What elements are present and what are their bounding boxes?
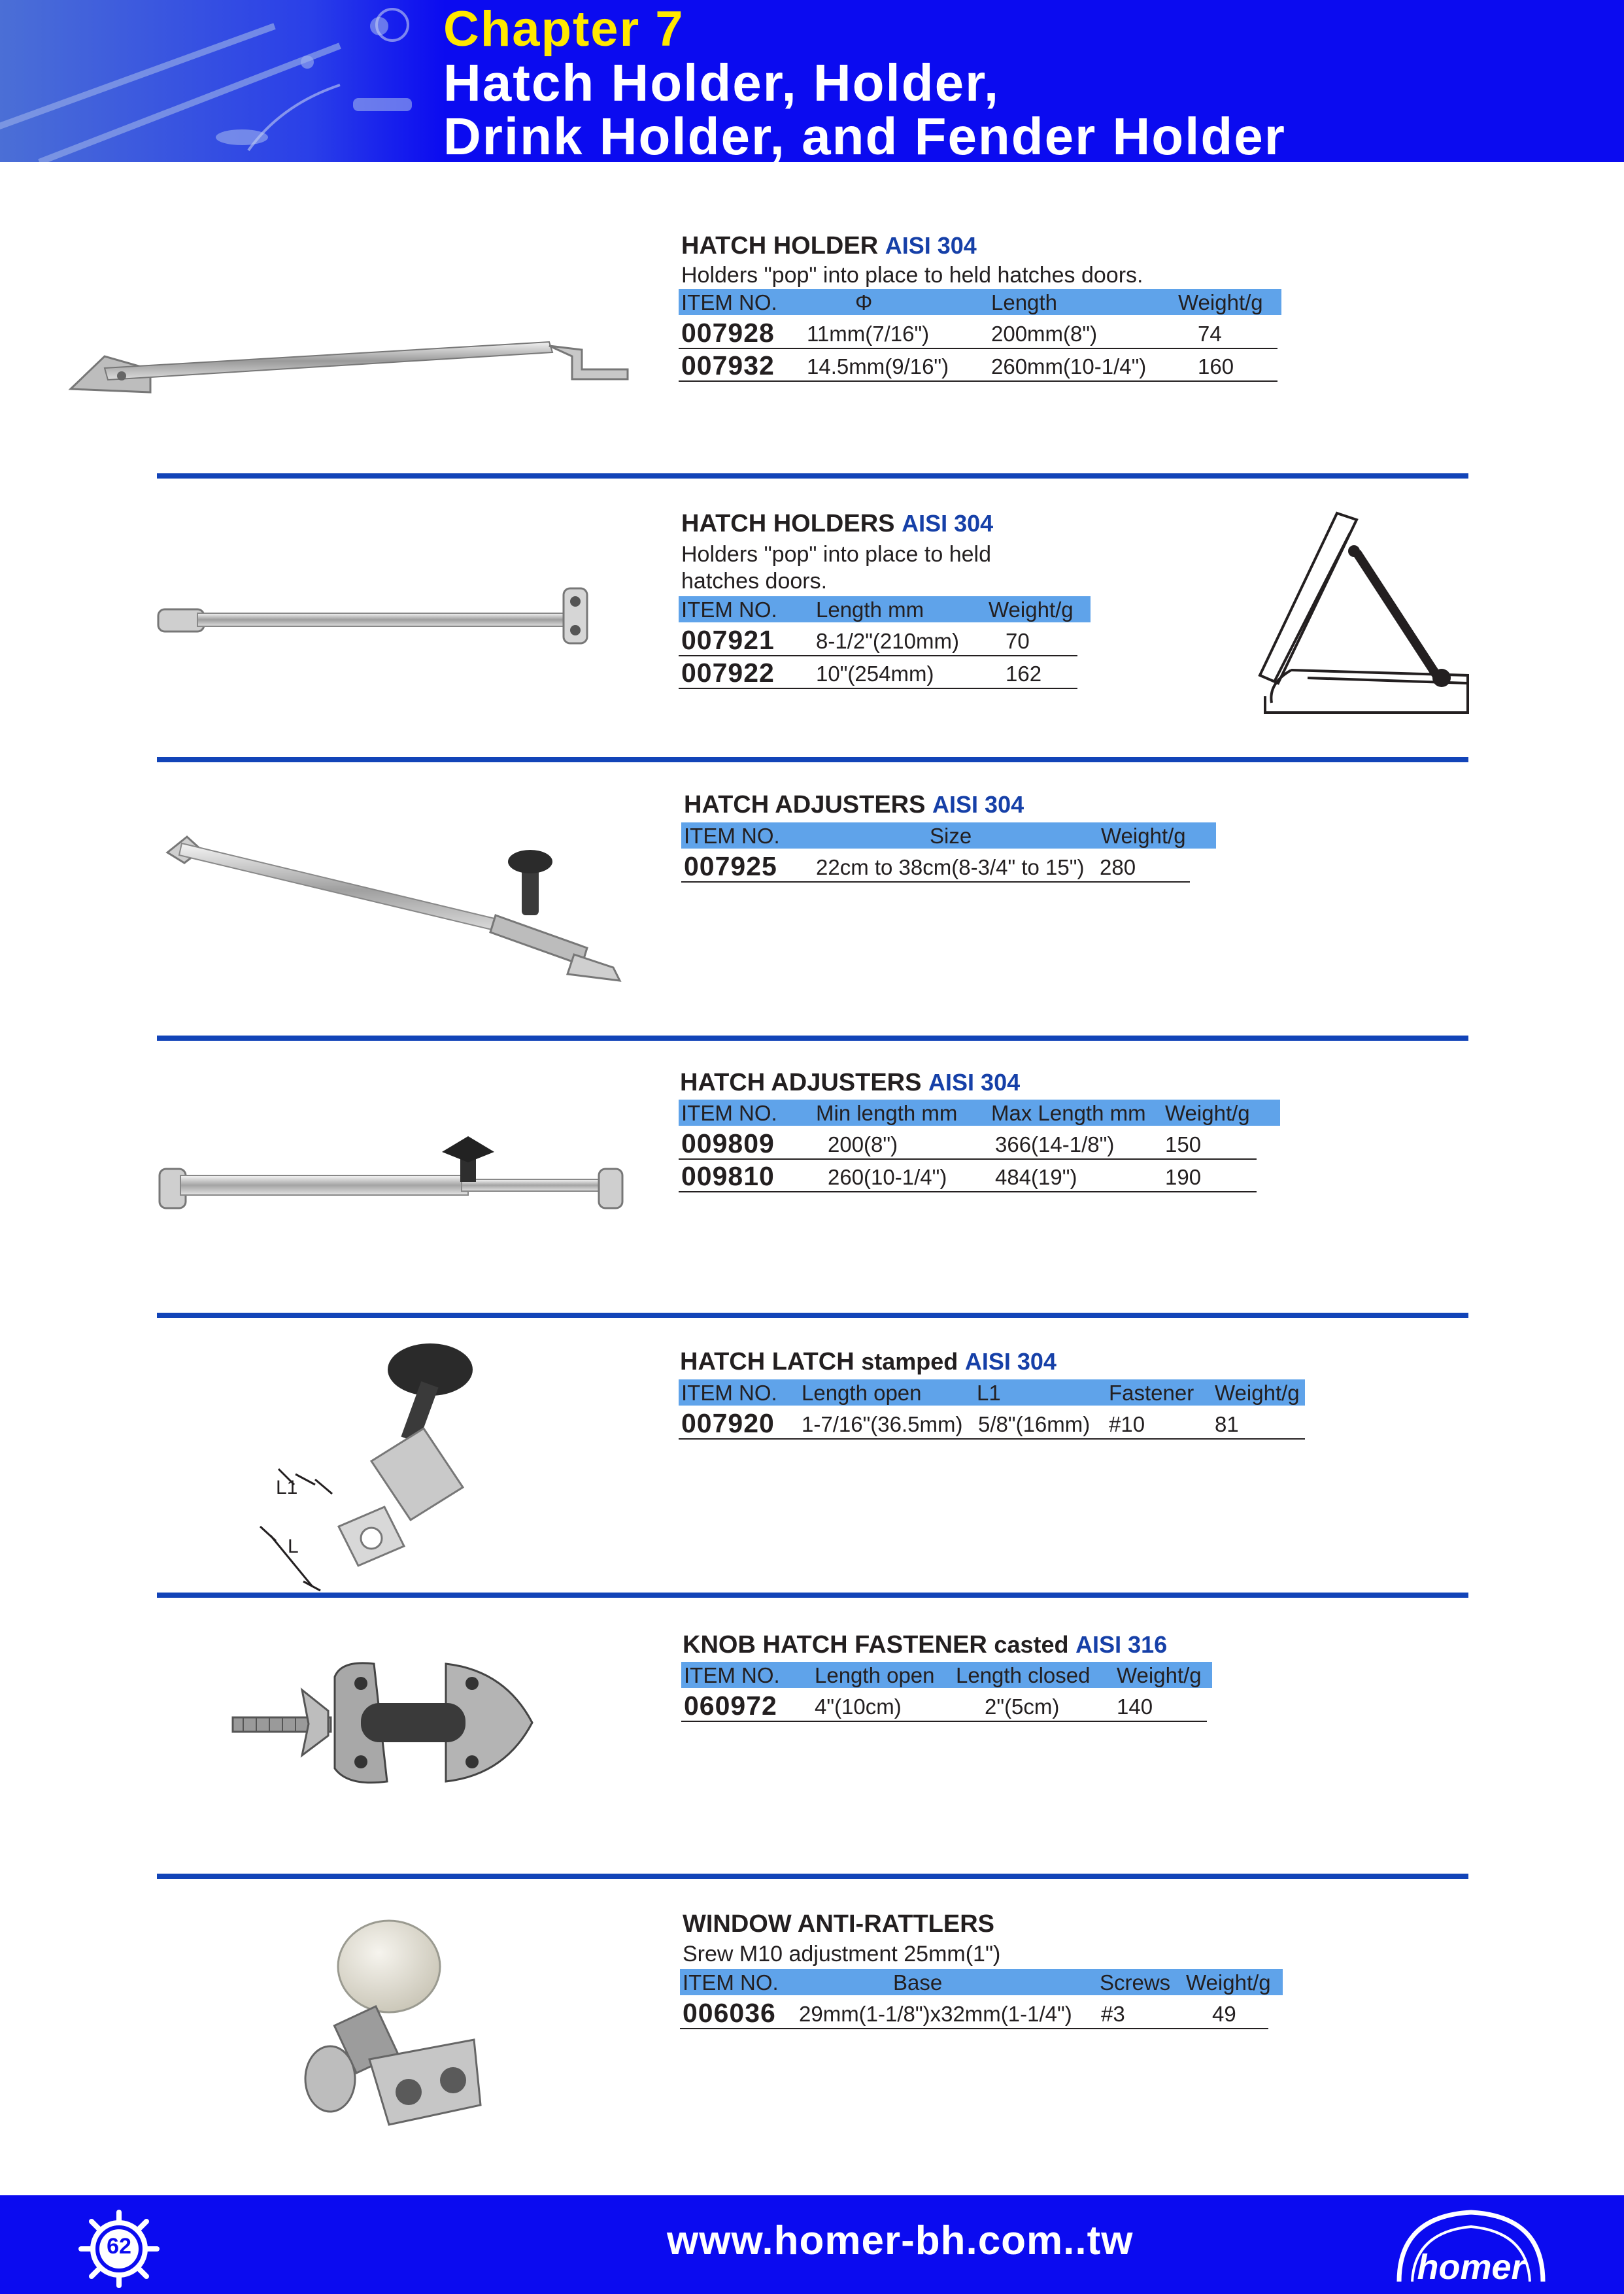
section-subtitle: casted xyxy=(994,1631,1069,1658)
spec-table-header xyxy=(679,1379,1305,1406)
hatch-holder-title xyxy=(681,232,977,260)
column-header: ITEM NO. xyxy=(681,1381,777,1405)
spec-table-header xyxy=(679,1100,1280,1126)
column-header: Length open xyxy=(815,1663,935,1687)
column-header: Length xyxy=(991,290,1057,314)
item-number: 007928 xyxy=(681,318,775,348)
chapter-title-line-2: Drink Holder, and Fender Holder xyxy=(443,107,1286,162)
column-header: Weight/g xyxy=(1186,1970,1271,1995)
hatch-adjusters-title xyxy=(684,791,1024,819)
table-cell: 260(10-1/4") xyxy=(828,1165,947,1189)
column-header: Fastener xyxy=(1109,1381,1194,1405)
telescopic-hatch-adjuster-product-image xyxy=(154,1130,632,1234)
table-cell: 1-7/16"(36.5mm) xyxy=(802,1412,963,1436)
material-grade: AISI 304 xyxy=(964,1348,1057,1375)
section-title-text: HATCH HOLDERS xyxy=(681,510,895,537)
table-cell: 2"(5cm) xyxy=(985,1695,1060,1719)
column-header: Weight/g xyxy=(1165,1101,1250,1125)
hatch-latch-product-image xyxy=(247,1330,509,1592)
knob-hatch-fastener-product-image xyxy=(230,1657,537,1788)
table-cell: 14.5mm(9/16") xyxy=(807,354,949,379)
column-header: L1 xyxy=(977,1381,1001,1405)
diagram-label-l1: L1 xyxy=(276,1477,298,1498)
material-grade: AISI 304 xyxy=(928,1069,1021,1096)
hatch-holder-product-image xyxy=(65,330,634,402)
column-header: Φ xyxy=(855,290,873,314)
table-cell: 29mm(1-1/8")x32mm(1-1/4") xyxy=(799,2002,1072,2026)
section-title-text: WINDOW ANTI-RATTLERS xyxy=(683,1910,995,1938)
table-row xyxy=(679,656,1077,689)
table-cell: 140 xyxy=(1117,1695,1153,1719)
column-header: Weight/g xyxy=(1215,1381,1300,1405)
product-description-line-2: hatches doors. xyxy=(681,569,828,594)
table-row xyxy=(679,1127,1257,1160)
table-cell: #10 xyxy=(1109,1412,1145,1436)
table-cell: 49 xyxy=(1212,2002,1236,2026)
item-number: 007925 xyxy=(684,851,777,881)
spec-table-header xyxy=(679,289,1281,315)
column-header: Size xyxy=(930,824,972,848)
column-header: Length mm xyxy=(816,598,924,622)
section-divider xyxy=(157,473,1468,479)
item-number: 009809 xyxy=(681,1128,775,1158)
item-number: 060972 xyxy=(684,1691,777,1721)
homer-logo xyxy=(1386,2203,1556,2288)
diagram-label-l: L xyxy=(288,1536,299,1557)
table-row xyxy=(679,1407,1305,1440)
section-divider xyxy=(157,1874,1468,1879)
table-cell: 22cm to 38cm(8-3/4" to 15") xyxy=(816,855,1085,879)
product-description: Srew M10 adjustment 25mm(1") xyxy=(683,1942,1001,1966)
section-title-text: HATCH HOLDER xyxy=(681,232,879,260)
column-header: ITEM NO. xyxy=(681,1101,777,1125)
material-grade: AISI 304 xyxy=(932,791,1024,818)
item-number: 006036 xyxy=(683,1998,776,2028)
table-row xyxy=(679,624,1077,656)
column-header: Weight/g xyxy=(1117,1663,1202,1687)
column-header: ITEM NO. xyxy=(683,1970,779,1995)
table-cell: 70 xyxy=(1006,629,1030,653)
column-header: Max Length mm xyxy=(991,1101,1146,1125)
table-cell: 260mm(10-1/4") xyxy=(991,354,1147,379)
column-header: ITEM NO. xyxy=(681,598,777,622)
header-hardware-illustration xyxy=(0,0,445,162)
item-number: 007921 xyxy=(681,625,775,655)
table-cell: 484(19") xyxy=(995,1165,1077,1189)
logo-text: homer xyxy=(1417,2248,1525,2287)
column-header: Length closed xyxy=(956,1663,1091,1687)
section-divider xyxy=(157,1593,1468,1598)
table-cell: #3 xyxy=(1101,2002,1125,2026)
column-header: Min length mm xyxy=(816,1101,958,1125)
spec-table-header xyxy=(681,822,1216,849)
window-anti-rattler-product-image xyxy=(278,1909,494,2144)
chapter-label: Chapter 7 xyxy=(443,1,685,57)
section-divider xyxy=(157,1313,1468,1318)
table-cell: 11mm(7/16") xyxy=(807,322,930,346)
column-header: ITEM NO. xyxy=(684,1663,780,1687)
hatch-adjusters-2-title xyxy=(680,1069,1020,1097)
knob-hatch-fastener-title xyxy=(683,1631,1167,1659)
column-header: Screws xyxy=(1100,1970,1171,1995)
table-row xyxy=(679,349,1277,382)
table-row xyxy=(680,1997,1268,2029)
page-header xyxy=(0,0,1624,162)
table-cell: 4"(10cm) xyxy=(815,1695,902,1719)
spec-table-header xyxy=(680,1969,1283,1995)
hatch-adjuster-product-image xyxy=(156,811,626,987)
material-grade: AISI 316 xyxy=(1075,1631,1168,1658)
table-cell: 200mm(8") xyxy=(991,322,1098,346)
table-row xyxy=(681,850,1190,883)
hatch-holders-title xyxy=(681,510,993,538)
table-cell: 81 xyxy=(1215,1412,1239,1436)
spec-table-header xyxy=(679,596,1091,622)
table-row xyxy=(679,316,1277,349)
column-header: Base xyxy=(893,1970,943,1995)
table-cell: 10"(254mm) xyxy=(816,662,934,686)
material-grade: AISI 304 xyxy=(902,510,994,537)
hatch-installation-diagram xyxy=(1252,507,1474,716)
table-cell: 150 xyxy=(1165,1132,1202,1156)
page-number: 62 xyxy=(107,2234,131,2259)
column-header: Weight/g xyxy=(1178,290,1263,314)
section-title-text: HATCH LATCH xyxy=(680,1348,854,1375)
table-row xyxy=(681,1689,1207,1722)
hatch-latch-title xyxy=(680,1348,1057,1376)
table-cell: 366(14-1/8") xyxy=(995,1132,1115,1156)
table-cell: 74 xyxy=(1198,322,1222,346)
table-row xyxy=(679,1160,1257,1192)
table-cell: 200(8") xyxy=(828,1132,898,1156)
table-cell: 162 xyxy=(1006,662,1042,686)
table-cell: 5/8"(16mm) xyxy=(978,1412,1091,1436)
column-header: Weight/g xyxy=(1101,824,1186,848)
section-title-text: HATCH ADJUSTERS xyxy=(680,1069,922,1096)
product-description-line-1: Holders "pop" into place to held xyxy=(681,542,991,567)
table-cell: 280 xyxy=(1100,855,1136,879)
column-header: Length open xyxy=(802,1381,922,1405)
section-subtitle: stamped xyxy=(861,1348,958,1375)
section-divider xyxy=(157,1036,1468,1041)
chapter-title-line-1: Hatch Holder, Holder, xyxy=(443,54,1000,112)
section-title-text: HATCH ADJUSTERS xyxy=(684,791,926,818)
section-divider xyxy=(157,757,1468,762)
material-grade: AISI 304 xyxy=(885,232,977,259)
table-cell: 8-1/2"(210mm) xyxy=(816,629,959,653)
product-description: Holders "pop" into place to held hatches doors. xyxy=(681,263,1143,288)
table-cell: 160 xyxy=(1198,354,1234,379)
spec-table-header xyxy=(681,1662,1212,1688)
section-title-text: KNOB HATCH FASTENER xyxy=(683,1631,987,1659)
window-anti-rattlers-title xyxy=(683,1910,994,1938)
item-number: 007922 xyxy=(681,658,775,688)
column-header: Weight/g xyxy=(989,598,1074,622)
table-cell: 190 xyxy=(1165,1165,1202,1189)
column-header: ITEM NO. xyxy=(681,290,777,314)
item-number: 007932 xyxy=(681,350,775,380)
item-number: 009810 xyxy=(681,1161,775,1191)
website-url[interactable]: www.homer-bh.com..tw xyxy=(667,2218,1134,2263)
hatch-holders-product-image xyxy=(152,582,596,654)
item-number: 007920 xyxy=(681,1408,775,1438)
column-header: ITEM NO. xyxy=(684,824,780,848)
